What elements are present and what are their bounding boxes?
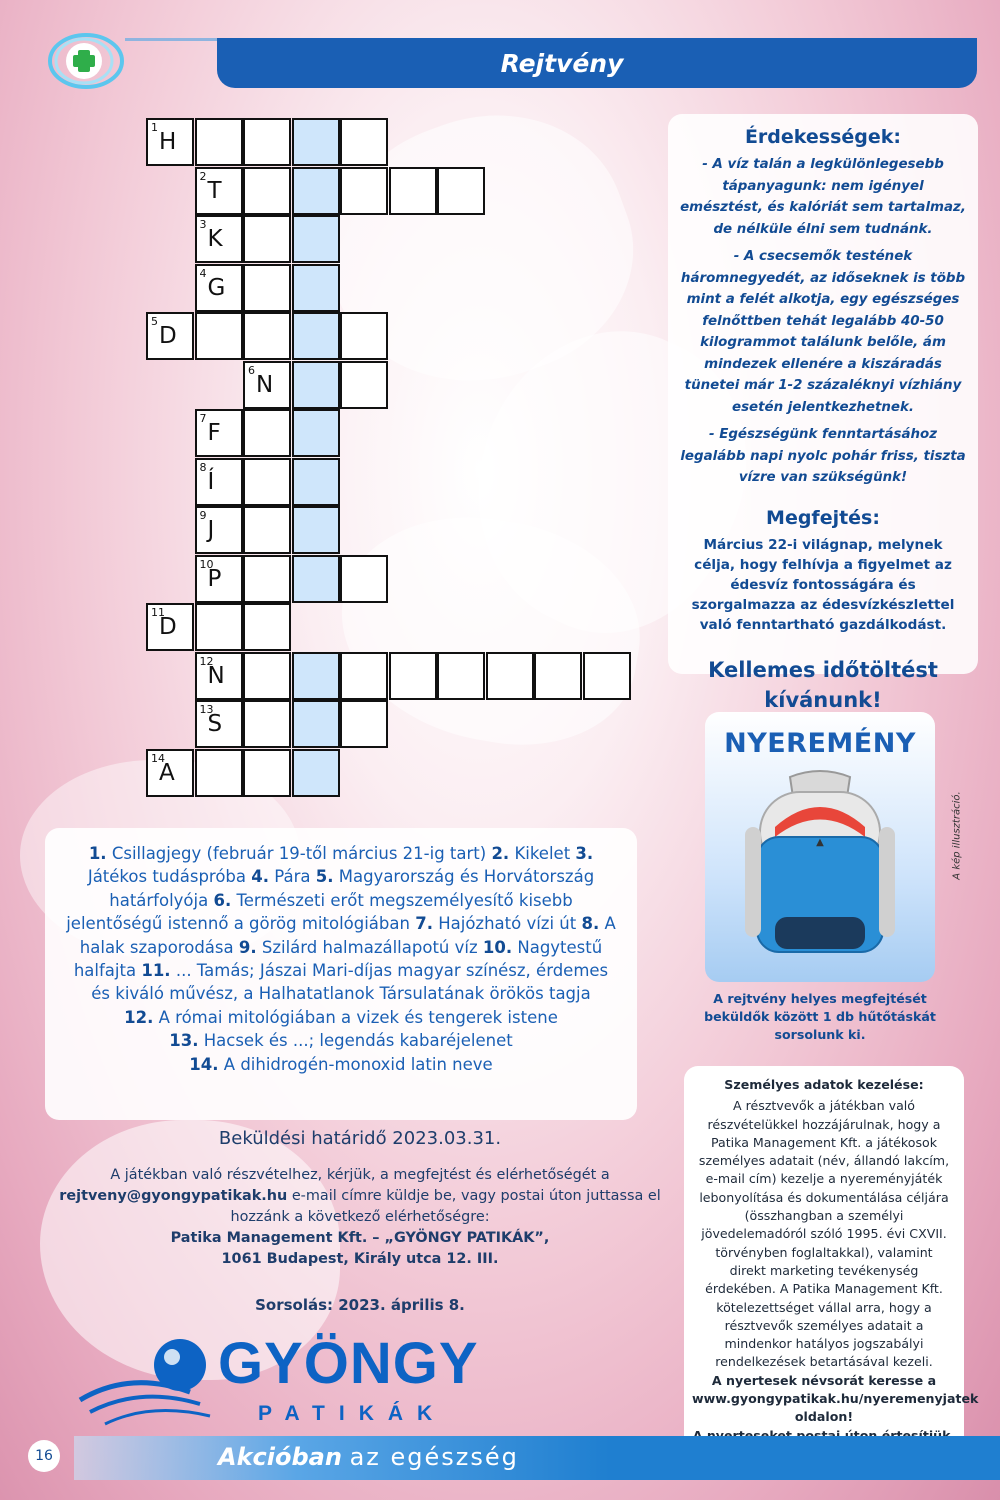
crossword-cell (340, 700, 388, 748)
crossword-cell (243, 603, 291, 651)
crossword-cell (146, 312, 194, 360)
clue-14: 14. A dihidrogén-monoxid latin neve (189, 1054, 493, 1074)
crossword-cell (243, 409, 291, 457)
clue-12: 12. A római mitológiában a vizek és tengerek istene (124, 1007, 558, 1027)
crossword-cell (340, 312, 388, 360)
brand-sub: PATIKÁK (258, 1402, 447, 1425)
crossword-cell (195, 458, 243, 506)
prize-panel (705, 712, 935, 982)
clue-number: 4 (199, 266, 207, 280)
cooler-backpack-image (735, 767, 905, 972)
fact-item: - A csecsemők testének háromnegyedét, az időseknek is több mint a felét alkotja, egy egészséges felnőttben tehát legalább 40-50 kilogrammot találunk belőle, ám mindezek ellenére a kiszáradás tünetei már 1-2 százaléknyi vízhiány esetén jelentkezhetnek. (680, 249, 966, 415)
given-letter: Í (207, 468, 215, 495)
given-letter: H (159, 129, 177, 155)
footer-slogan: Akcióban az egészség (218, 1443, 519, 1471)
crossword-cell (195, 118, 243, 166)
crossword-cell (195, 506, 243, 554)
crossword-cell (389, 652, 437, 700)
crossword-cell (195, 312, 243, 360)
gyongy-patikak-logo (70, 1330, 570, 1440)
crossword-cell (340, 555, 388, 603)
given-letter: N (207, 662, 225, 689)
clue-number: 3 (199, 218, 207, 231)
crossword-cell (243, 215, 291, 263)
solution-cell (292, 700, 340, 748)
crossword-cell (340, 361, 388, 409)
solution-text: Március 22-i világnap, melynek célja, hogy felhívja a figyelmet az édesvíz fontosságára és szorgalmazza az édesvízkészlettel való fenntartható gazdálkodást. (691, 536, 955, 633)
clue-number: 2 (199, 169, 207, 183)
clue-number: 10 (199, 557, 214, 571)
privacy-text: A résztvevők a játékban való részvételükkel hozzájárulnak, hogy a Patika Management Kft. a játékosok személyes adatait (név, állandó lakcím, e-mail cím) kezelje a nyereményjáték lebonyolítása és dokumentálása céljára (összhangban a személyi jövedelemadóról szóló 1995. évi CXVII. törvényben foglaltakkal), valamint direkt marketing tevékenység érdekében. A Patika Management Kft. kötelezettséget vállal arra, hogy a résztvevők személyes adatait a mindenkor hatályos jogszabályi rendelkezések betartásával kezeli. (698, 1098, 950, 1370)
clue-number: 6 (248, 363, 255, 377)
illustration-note: A kép illusztráció. (951, 791, 963, 880)
solution-cell (292, 652, 340, 700)
crossword-cell (534, 652, 582, 700)
crossword-cell (340, 118, 388, 166)
clue-list: 1. Csillagjegy (február 19-től március 21-ig tart) 2. Kikelet 3. Játékos tudáspróba 4. Pára 5. Magyarország és Horvátország határfolyója 6. Természeti erőt megszemélyesítő kisebb jelentőségű istennő a görög mitológiában 7. Hajózható vízi út 8. A halak szaporodása 9. Szilárd halmazállapotú víz 10. Nagytestű halfajta 11. ... Tamás; Jászai Mari-díjas magyar színész, érdemes és kiváló művész, a Halhatatlanok Társulatának örökös tagja (66, 844, 616, 1004)
crossword-cell (243, 118, 291, 166)
page-title: Rejtvény (217, 38, 977, 88)
given-letter: D (159, 323, 177, 349)
svg-text:▲: ▲ (816, 837, 824, 848)
clue-number: 9 (199, 509, 207, 522)
crossword-cell (195, 167, 243, 215)
clue-number: 7 (199, 412, 207, 425)
crossword-cell (243, 167, 291, 215)
crossword-cell (243, 458, 291, 506)
given-letter: F (207, 420, 221, 446)
wave-pearl-icon (70, 1330, 240, 1440)
prize-note: A rejtvény helyes megfejtését beküldők között 1 db hűtőtáskát sorsolunk ki. (704, 991, 936, 1042)
crossword-cell (243, 506, 291, 554)
solution-cell (292, 312, 340, 360)
crossword-cell (437, 652, 485, 700)
company-name: Patika Management Kft. – „GYÖNGY PATIKÁK”, (170, 1230, 550, 1246)
footer-strip (964, 1436, 1000, 1480)
winners-link[interactable]: www.gyongypatikak.hu/nyeremenyjatek (692, 1391, 979, 1407)
prize-title: NYEREMÉNY (724, 728, 916, 759)
clue-number: 1 (151, 121, 158, 134)
facts-title: Érdekességek: (744, 126, 902, 148)
crossword-cell (243, 361, 291, 409)
page-number: 16 (28, 1440, 60, 1472)
crossword-cell (437, 167, 485, 215)
clue-number: 13 (199, 703, 214, 716)
solution-cell (292, 749, 340, 797)
solution-cell (292, 506, 340, 554)
crossword-cell (243, 652, 291, 700)
crossword-cell (340, 652, 388, 700)
privacy-panel (684, 1066, 979, 1456)
given-letter: T (207, 177, 222, 204)
crossword-cell (195, 215, 243, 263)
crossword-cell (195, 749, 243, 797)
crossword-cell (243, 312, 291, 360)
solution-title: Megfejtés: (766, 506, 880, 529)
clue-number: 5 (151, 315, 158, 328)
given-letter: D (159, 614, 177, 640)
participation-text: A játékban való részvételhez, kérjük, a megfejtést és elérhetőségét a rejtveny@gyongypatikak.hu e-mail címre küldje be, vagy postai úton juttassa el hozzánk a következő elérhetőségre: (59, 1167, 661, 1225)
clue-number: 8 (199, 460, 207, 474)
crossword-cell (486, 652, 534, 700)
pharmacy-plus-icon (44, 30, 128, 92)
given-letter: N (256, 371, 274, 398)
given-letter: S (207, 711, 223, 737)
brand-name: GYÖNGY (218, 1331, 479, 1396)
clues-panel (45, 828, 637, 1120)
crossword-cell (243, 749, 291, 797)
solution-cell (292, 264, 340, 312)
solution-cell (292, 215, 340, 263)
fact-item: - Egészségünk fenntartásához legalább napi nyolc pohár friss, tiszta vízre van szükségünk! (680, 427, 966, 485)
solution-cell (292, 167, 340, 215)
given-letter: P (207, 565, 222, 592)
crossword-cell (195, 603, 243, 651)
crossword-cell (195, 700, 243, 748)
clue-number: 11 (151, 606, 165, 619)
privacy-title: Személyes adatok kezelése: (724, 1077, 924, 1092)
facts-panel (668, 114, 978, 712)
crossword-cell (243, 555, 291, 603)
solution-cell (292, 555, 340, 603)
clue-number: 12 (199, 654, 214, 668)
crossword-cell (195, 409, 243, 457)
crossword-cell (243, 700, 291, 748)
crossword-cell (340, 167, 388, 215)
given-letter: K (207, 226, 223, 252)
clue-13: 13. Hacsek és ...; legendás kabaréjelenet (169, 1031, 513, 1051)
crossword-cell (146, 603, 194, 651)
solution-cell (292, 361, 340, 409)
solution-cell (292, 458, 340, 506)
crossword-cell (146, 749, 194, 797)
solution-cell (292, 118, 340, 166)
fact-item: - A víz talán a legkülönlegesebb tápanyagunk: nem igényel emésztést, és kalóriát sem tartalmaz, de nélküle élni sem tudnánk. (680, 157, 966, 237)
submission-info (40, 1124, 680, 1314)
crossword-cell (195, 264, 243, 312)
given-letter: G (207, 274, 226, 301)
postal-address: 1061 Budapest, Király utca 12. III. (221, 1251, 499, 1267)
crossword-cell (389, 167, 437, 215)
given-letter: J (207, 517, 215, 543)
draw-date: Sorsolás: 2023. április 8. (255, 1296, 465, 1314)
crossword-cell (583, 652, 631, 700)
winners-text: A nyertesek névsorát keresse a (711, 1372, 937, 1388)
crossword-cell (195, 652, 243, 700)
solution-cell (292, 409, 340, 457)
wish-text: Kellemes időtöltést kívánunk! (708, 657, 938, 712)
crossword-cell (195, 555, 243, 603)
crossword-cell (243, 264, 291, 312)
given-letter: A (159, 759, 175, 786)
winners-text-end: oldalon! (794, 1409, 854, 1425)
deadline: Beküldési határidő 2023.03.31. (218, 1128, 502, 1149)
clue-number: 14 (151, 751, 165, 765)
crossword-cell (146, 118, 194, 166)
contact-email[interactable]: rejtveny@gyongypatikak.hu (59, 1188, 288, 1204)
footer-bar (74, 1436, 966, 1480)
